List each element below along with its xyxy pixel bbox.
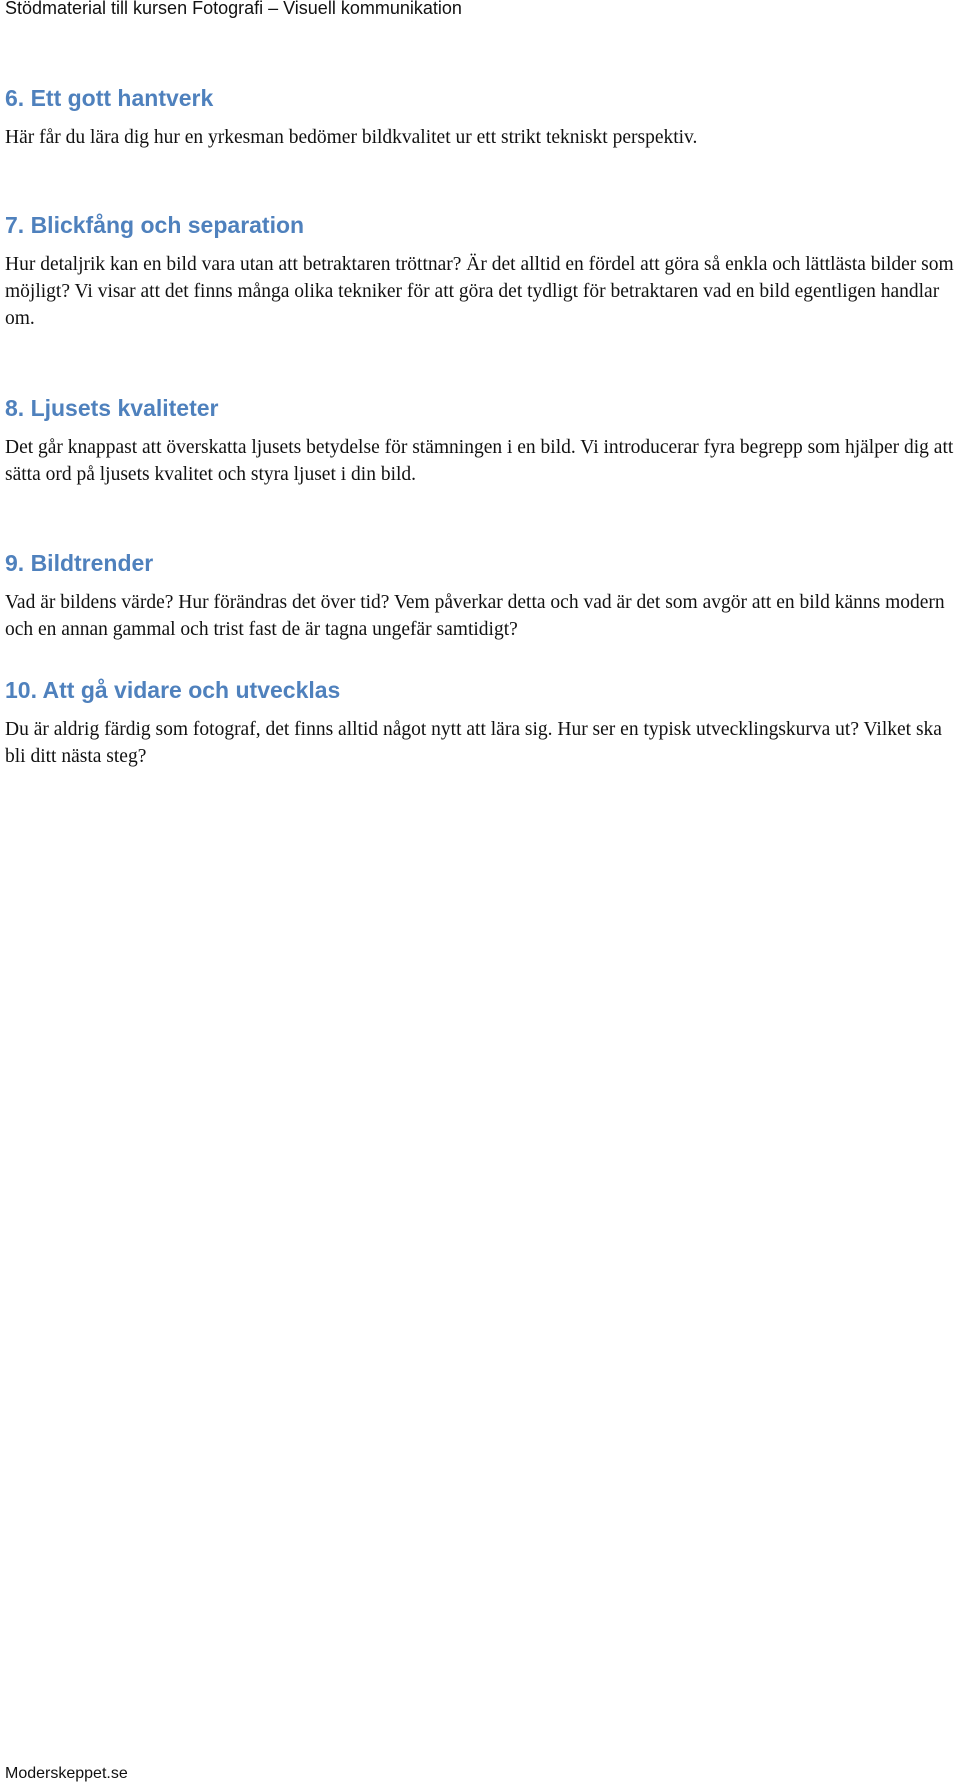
section-body: Du är aldrig färdig som fotograf, det finns alltid något nytt att lära sig. Hur ser en typisk utvecklingskurva ut? Vilket ska bli ditt nästa steg? — [5, 719, 942, 767]
section-heading: 6. Ett gott hantverk — [5, 85, 214, 111]
footer-site-name: Moderskeppet.se — [5, 1765, 128, 1782]
section-heading: 10. Att gå vidare och utvecklas — [5, 677, 341, 703]
section-body: Här får du lära dig hur en yrkesman bedömer bildkvalitet ur ett strikt tekniskt perspektiv. — [5, 127, 698, 148]
section-10 — [5, 676, 955, 770]
section-body: Hur detaljrik kan en bild vara utan att betraktaren tröttnar? Är det alltid en fördel att göra så enkla och lättlästa bilder som möjligt? Vi visar att det finns många olika tekniker för att göra det tydligt för betraktaren vad en bild egentligen handlar om. — [5, 254, 954, 329]
running-header: Stödmaterial till kursen Fotografi – Visuell kommunikation — [5, 0, 462, 18]
section-9 — [5, 549, 955, 643]
section-heading: 7. Blickfång och separation — [5, 212, 305, 238]
section-8 — [5, 394, 955, 488]
section-body: Det går knappast att överskatta ljusets betydelse för stämningen i en bild. Vi introducerar fyra begrepp som hjälper dig att sätta ord på ljusets kvalitet och styra ljuset i din bild. — [5, 437, 954, 485]
section-6 — [5, 84, 955, 151]
section-heading: 8. Ljusets kvaliteter — [5, 395, 219, 421]
section-7 — [5, 211, 955, 332]
section-body: Vad är bildens värde? Hur förändras det över tid? Vem påverkar detta och vad är det som avgör att en bild känns modern och en annan gammal och trist fast de är tagna ungefär samtidigt? — [5, 592, 945, 640]
section-heading: 9. Bildtrender — [5, 550, 154, 576]
